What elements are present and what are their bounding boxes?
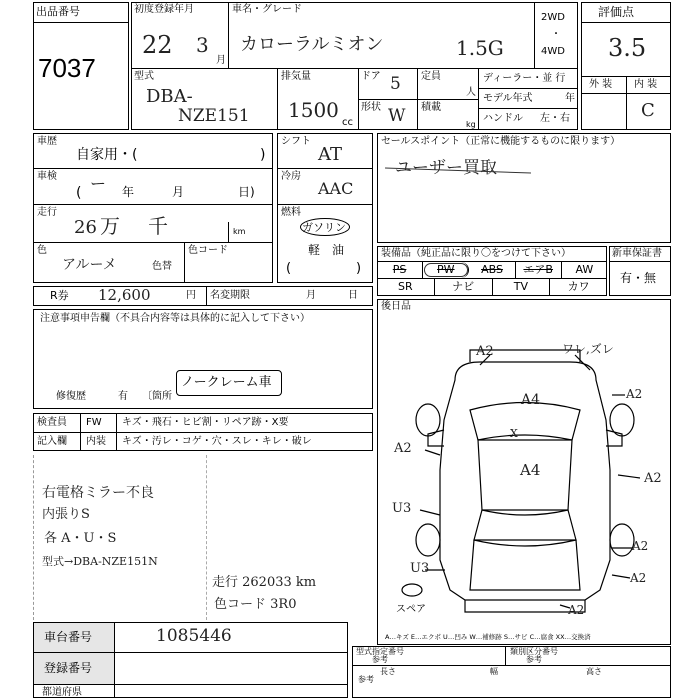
diagram-mark-0: A2	[476, 344, 494, 359]
interior-grade: C	[641, 100, 655, 121]
diagram-mark-12: A2	[568, 603, 585, 617]
diagram-mark-9: A2	[632, 539, 649, 553]
equipment-item-pw: PW	[423, 262, 469, 278]
displacement-value: 1500	[288, 98, 339, 122]
history-label: 車歴	[37, 136, 57, 147]
car-grade-value: 1.5G	[456, 36, 504, 60]
notes-label: 注意事項申告欄（不具合内容等は具体的に記入して下さい）	[40, 313, 310, 324]
shaken-open: (	[76, 185, 82, 201]
spec-no-ref: 参考	[372, 655, 388, 664]
diagram-mark-8: U3	[392, 501, 412, 516]
rtax-unit: 円	[186, 290, 196, 301]
diagram-mark-5: A2	[394, 441, 412, 456]
fuel-open: (	[286, 261, 292, 276]
dims-height: 高さ	[586, 667, 602, 676]
equipment-item-カワ: カワ	[567, 280, 590, 293]
pref-label: 都道府県	[42, 687, 82, 698]
cat-no-label: 類別区分番号	[510, 647, 558, 656]
memo-line6: 色コード 3R0	[214, 597, 297, 612]
model-year-unit: 年	[565, 93, 575, 104]
shape-value: W	[388, 106, 406, 126]
drive-dot: ・	[551, 29, 561, 40]
mileage-value: 26	[74, 217, 97, 238]
door-value: 5	[390, 74, 401, 94]
mileage-sen: 千	[148, 214, 168, 238]
color-value: アルーメ	[62, 257, 117, 273]
equipment-item-ナビ: ナビ	[435, 279, 493, 296]
first-reg-month-unit: 月	[216, 55, 226, 66]
memo-line2: 内張りS	[42, 507, 90, 522]
inspector-fw: FW	[86, 417, 102, 428]
equipment-item-sr: SR	[377, 279, 435, 296]
inspector-label: 検査員	[37, 417, 67, 428]
memo-line3: 各 A・U・S	[44, 531, 117, 546]
diagram-mark-6: A4	[520, 461, 541, 479]
load-label: 積載	[421, 102, 441, 113]
cat-no-ref: 参考	[526, 655, 542, 664]
diagram-mark-11: A2	[630, 571, 647, 585]
diagram-mark-3: A4	[521, 392, 541, 408]
equipment-label: 装備品（純正品に限り〇をつけて下さい）	[381, 248, 571, 259]
car-name-label: 車名・グレード	[232, 4, 302, 15]
history-close: )	[260, 147, 266, 163]
exterior-label: 外 装	[589, 79, 613, 90]
model-line1: DBA-	[146, 86, 193, 107]
mileage-unit: km	[233, 227, 246, 236]
repair-label: 修復歴	[56, 391, 86, 402]
first-reg-year: 22	[142, 31, 173, 59]
legend: A…キズ E…エクボ U…凹み W…補修跡 S…サビ C…腐食 XX…交換済	[385, 633, 591, 641]
model-label: 型式	[134, 71, 154, 82]
spec-no-label: 型式指定番号	[356, 647, 404, 656]
score-label: 評価点	[598, 5, 635, 19]
sales-point-label: セールスポイント（正常に機能するものに限ります）	[381, 136, 621, 147]
rtax-label: R券	[50, 289, 69, 302]
history-value: 自家用・(	[76, 147, 138, 163]
chassis-label: 車台番号	[44, 630, 93, 644]
aircon-label: 冷房	[281, 171, 301, 182]
dims-length: 長さ	[380, 667, 396, 676]
reg-no-label: 登録番号	[44, 661, 93, 675]
diagram-mark-1: ワレ,ズレ	[562, 342, 614, 356]
color-code-label: 色コード	[188, 245, 228, 256]
warranty-value: 有・無	[620, 271, 657, 285]
recorder-int-items: キズ・汚レ・コゲ・穴・スレ・キレ・破レ	[122, 436, 312, 447]
shaken-day: 日)	[238, 185, 255, 199]
dims-width: 幅	[490, 667, 498, 676]
color-label: 色	[37, 245, 47, 256]
name-change-day: 日	[348, 290, 358, 301]
mileage-man: 万	[100, 214, 120, 238]
fuel-gasoline: ガソリン	[302, 221, 346, 234]
capacity-unit: 人	[466, 87, 476, 98]
handle-value: 左・右	[540, 113, 570, 124]
repair-yes: 有	[118, 391, 128, 402]
diagram-mark-10: U3	[410, 561, 430, 576]
car-name-value: カローラルミオン	[240, 34, 384, 55]
shift-value: AT	[318, 144, 343, 165]
handle-label: ハンドル	[483, 113, 523, 124]
memo-line5: 走行 262033 km	[212, 575, 317, 590]
shape-label: 形状	[361, 102, 381, 113]
recorder-int: 内装	[86, 436, 106, 447]
shaken-month: 月	[172, 185, 185, 199]
equipment-item-abs: ABS	[469, 262, 515, 278]
diagram-mark-4: X	[510, 427, 518, 440]
first-reg-label: 初度登録年月	[134, 4, 194, 15]
fuel-diesel: 軽 油	[308, 243, 345, 257]
drive-2wd: 2WD	[541, 12, 565, 23]
shaken-value: ー	[90, 174, 107, 193]
lot-number: 7037	[38, 53, 96, 83]
fuel-label: 燃料	[281, 207, 301, 218]
first-reg-month: 3	[196, 33, 209, 57]
shift-label: シフト	[281, 136, 311, 147]
equipment-item-aw: AW	[575, 263, 594, 276]
equipment-item-エアb: エアB	[516, 262, 562, 278]
door-label: ドア	[361, 71, 381, 82]
warranty-label: 新車保証書	[612, 248, 662, 259]
dims-ref: 参考	[358, 675, 374, 684]
diagram-mark-2: A2	[626, 387, 643, 401]
displacement-label: 排気量	[281, 71, 311, 82]
displacement-unit: cc	[342, 117, 353, 128]
lot-label: 出品番号	[36, 5, 80, 18]
score-value: 3.5	[608, 34, 647, 62]
interior-label: 内 装	[634, 79, 658, 90]
name-change-month: 月	[306, 290, 316, 301]
repaint-label: 色替	[152, 261, 172, 272]
chassis-value: 1085446	[156, 626, 232, 646]
shaken-year: 年	[122, 185, 135, 199]
drive-4wd: 4WD	[541, 46, 565, 57]
aircon-value: AAC	[318, 179, 354, 198]
equipment-item-tv: TV	[493, 279, 551, 296]
name-change-label: 名変期限	[210, 290, 250, 301]
fuel-close: )	[356, 261, 362, 276]
rtax-value: 12,600	[98, 286, 151, 304]
spare-label: スペア	[396, 604, 426, 615]
sales-point-text: ユーザー買取	[395, 158, 497, 178]
equipment-item-ps: PS	[377, 262, 423, 278]
inspector-fw-items: キズ・飛石・ヒビ割・リペア跡・X要	[122, 417, 289, 428]
rear-items-label: 後日品	[381, 301, 411, 312]
model-line2: NZE151	[178, 106, 250, 126]
load-unit: kg	[466, 120, 476, 129]
memo-line1: 右電格ミラー不良	[42, 485, 154, 501]
mileage-label: 走行	[37, 207, 57, 218]
capacity-label: 定員	[421, 71, 441, 82]
repair-kasho: 〔箇所	[142, 391, 172, 402]
recorder-label: 記入欄	[37, 436, 67, 447]
shaken-label: 車検	[37, 171, 57, 182]
no-claim-text: ノークレーム車	[181, 375, 272, 390]
memo-line4: 型式→DBA-NZE151N	[42, 555, 158, 568]
diagram-mark-7: A2	[644, 471, 662, 486]
model-year-label: モデル年式	[483, 93, 533, 104]
dealer-parallel: ディーラー・並 行	[483, 73, 566, 84]
